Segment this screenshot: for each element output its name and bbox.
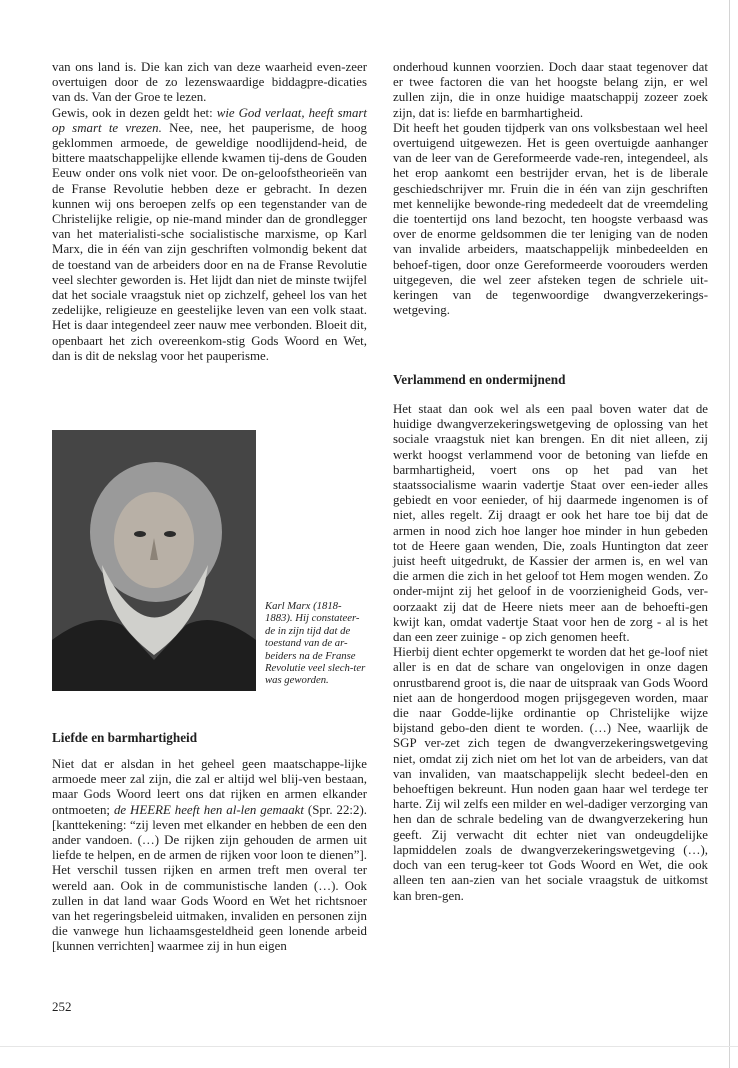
paragraph: Het staat dan ook wel als een paal boven water dat de huidige dwangverzekeringswetgeving de oplossing van het sociale vraagstuk niet kan brengen. En dit niet alleen, zij werkt hoogst verlammend voor de betoning van liefde en barmhartigheid, voert ons op het pad van het staatssocialisme waarin vadertje Staat over een-ieder alles gebiedt en voor eenieder, of hij daarmede ingenomen is of niet, alles regelt. Zij draagt er ook het hare toe bij dat de armen in nood zich hoe langer hoe minder in hun gebeden tot de Heere gaan wenden, Die, zoals Huntington dat zeer juist heeft uitgedrukt, de Kassier der armen is, en wel van die armen die zich in het geloof tot Hem mogen wenden. Zo onder-mijnt zij het geloof in de voorzienigheid Gods, ver-oorzaakt zij dat de Heere niets meer aan de behoefti-gen kwijt kan, omdat vadertje Staat voor hen de zorg - al is het dan een zeer zuinige - op zich genomen heeft. — [393, 402, 708, 645]
paragraph: Dit heeft het gouden tijdperk van ons volksbestaan wel heel overtuigend uitgewezen. Het is geen overtuigde aanhanger van de leer van de Gereformeerde vade-ren, integendeel, als het erop aankomt een bestrijder ervan, het is de liberale geschiedschrijver mr. Fruin die in één van zijn geschriften met kennelijke bewonde-ring mededeelt dat de vreemdeling die toentertijd ons land bezocht, ten hoogste verbaasd was over de enorme geldsommen die ter leniging van de noden van invalide arbeiders, maatschappelijk minbedeelden en behoef-tigen, door onze Gereformeerde voorouders werden uitgegeven, die wel zeer afsteken tegen de schriele uit-keringen van de tegenwoordige dwangverzekerings-wetgeving. — [393, 120, 708, 318]
paragraph: van ons land is. Die kan zich van deze waarheid even-zeer overtuigen door de zo lezenswaardige biddagpre-dicaties van ds. Van der Groe te lezen. — [52, 60, 367, 105]
bottom-edge-rule — [0, 1046, 738, 1047]
paragraph: onderhoud kunnen voorzien. Doch daar staat tegenover dat er twee factoren die van het hoogste belang zijn, er wel zullen zijn, die in onze huidige maatschappij zozeer zoek zijn, dat is: liefde en barmhartigheid. — [393, 60, 708, 120]
section-heading-verlammend: Verlammend en ondermijnend — [393, 372, 566, 387]
karl-marx-portrait — [52, 430, 256, 691]
left-column-bottom — [52, 757, 367, 955]
left-column-top — [52, 60, 367, 364]
right-column-bottom — [393, 402, 708, 904]
page-edge-rule — [729, 0, 730, 1068]
page-number: 252 — [52, 999, 72, 1014]
paragraph: Niet dat er alsdan in het geheel geen maatschappe-lijke armoede meer zal zijn, die zal er altijd wel blij-ven bestaan, maar Gods Woord leert ons dat rijken en armen elkander ontmoeten; de HEERE heeft hen al-len gemaakt (Spr. 22:2). [kanttekening: “zij leven met elkander en hebben de een den ander vandoen. (…) De rijken zijn gehouden de armen uit liefde te helpen, en de armen de rijken voor loon te dienen”]. Het verschil tussen rijken en armen treft men overal ter wereld aan. Ook in de communistische landen (…). Ook zullen in dat land waar Gods Woord en Wet het richtsnoer van het regeringsbeleid uitmaken, invaliden en personen zijn die vanwege hun lichaamsgesteldheid geen lonende arbeid [kunnen verrichten] waarmee zij in hun eigen — [52, 757, 367, 954]
portrait-caption: Karl Marx (1818-1883). Hij constateer-de in zijn tijd dat de toestand van de ar-beiders na de Franse Revolutie veel slech-ter was geworden. — [265, 600, 366, 687]
paragraph: Hierbij dient echter opgemerkt te worden dat het ge-loof niet aller is en dat de schare van ongelovigen in onze dagen onrustbarend groot is, die naar de uitspraak van Gods Woord niet aan de hongerdood mogen prijsgegeven worden, maar die naar Godde-lijke ordinantie op Christelijke wijze bijstand gebo-den dient te worden. (…) Nee, waarlijk de SGP ver-zet zich tegen de dwangverzekeringswetgeving niet, omdat zij zich niet om het lot van de arbeiders, van dat van invaliden, van maatschappelijk slecht bedeel-den en behoeftigen bekreunt. Hun noden gaan haar wel terdege ter harte. Zij wil zelfs een milder en wel-dadiger verzorging van hen dan de schrale bedeling van de dwangverzekering hun geeft. Zij verwacht dit echter niet van ondeugdelijke lapmiddelen zoals de dwangverzekeringswetgeving (…), doch van een terug-keer tot Gods Woord en Wet, die ook alleen ten aan-zien van het sociale vraagstuk de uitkomst kan bren-gen. — [393, 645, 708, 903]
section-heading-liefde: Liefde en barmhartigheid — [52, 730, 198, 745]
paragraph: Gewis, ook in dezen geldt het: wie God verlaat, heeft smart op smart te vrezen. Nee, nee, het pauperisme, de hoog geklommen armoede, de geweldige noodlijdend-heid, de bittere maatschappelijke ellende kwamen tij-dens de Gouden Eeuw onder ons volk niet voor. De on-geloofstheorieën van de Franse Revolutie hebben deze er gebracht. In dezen kunnen wij ons beroepen zelfs op een tegenstander van de Christelijke religie, op nie-mand minder dan de grondlegger van het materialisti-sche socialistische marxisme, op Karl Marx, die in één van zijn geschriften volmondig bekent dat de toestand van de arbeiders door en na de Franse Revolutie veel slechter geworden is. Het lijdt dan niet de minste twijfel dat het sociale vraagstuk niet op zichzelf, geheel los van het zedelijke, religieuze en geestelijke leven van een volk staat. Het is daar integendeel zeer nauw mee verbonden. Bloeit dit, openbaart het zich overeenkom-stig Gods Woord en Wet, dan is dit de nekslag voor het pauperisme. — [52, 105, 367, 363]
right-column-top — [393, 60, 708, 318]
